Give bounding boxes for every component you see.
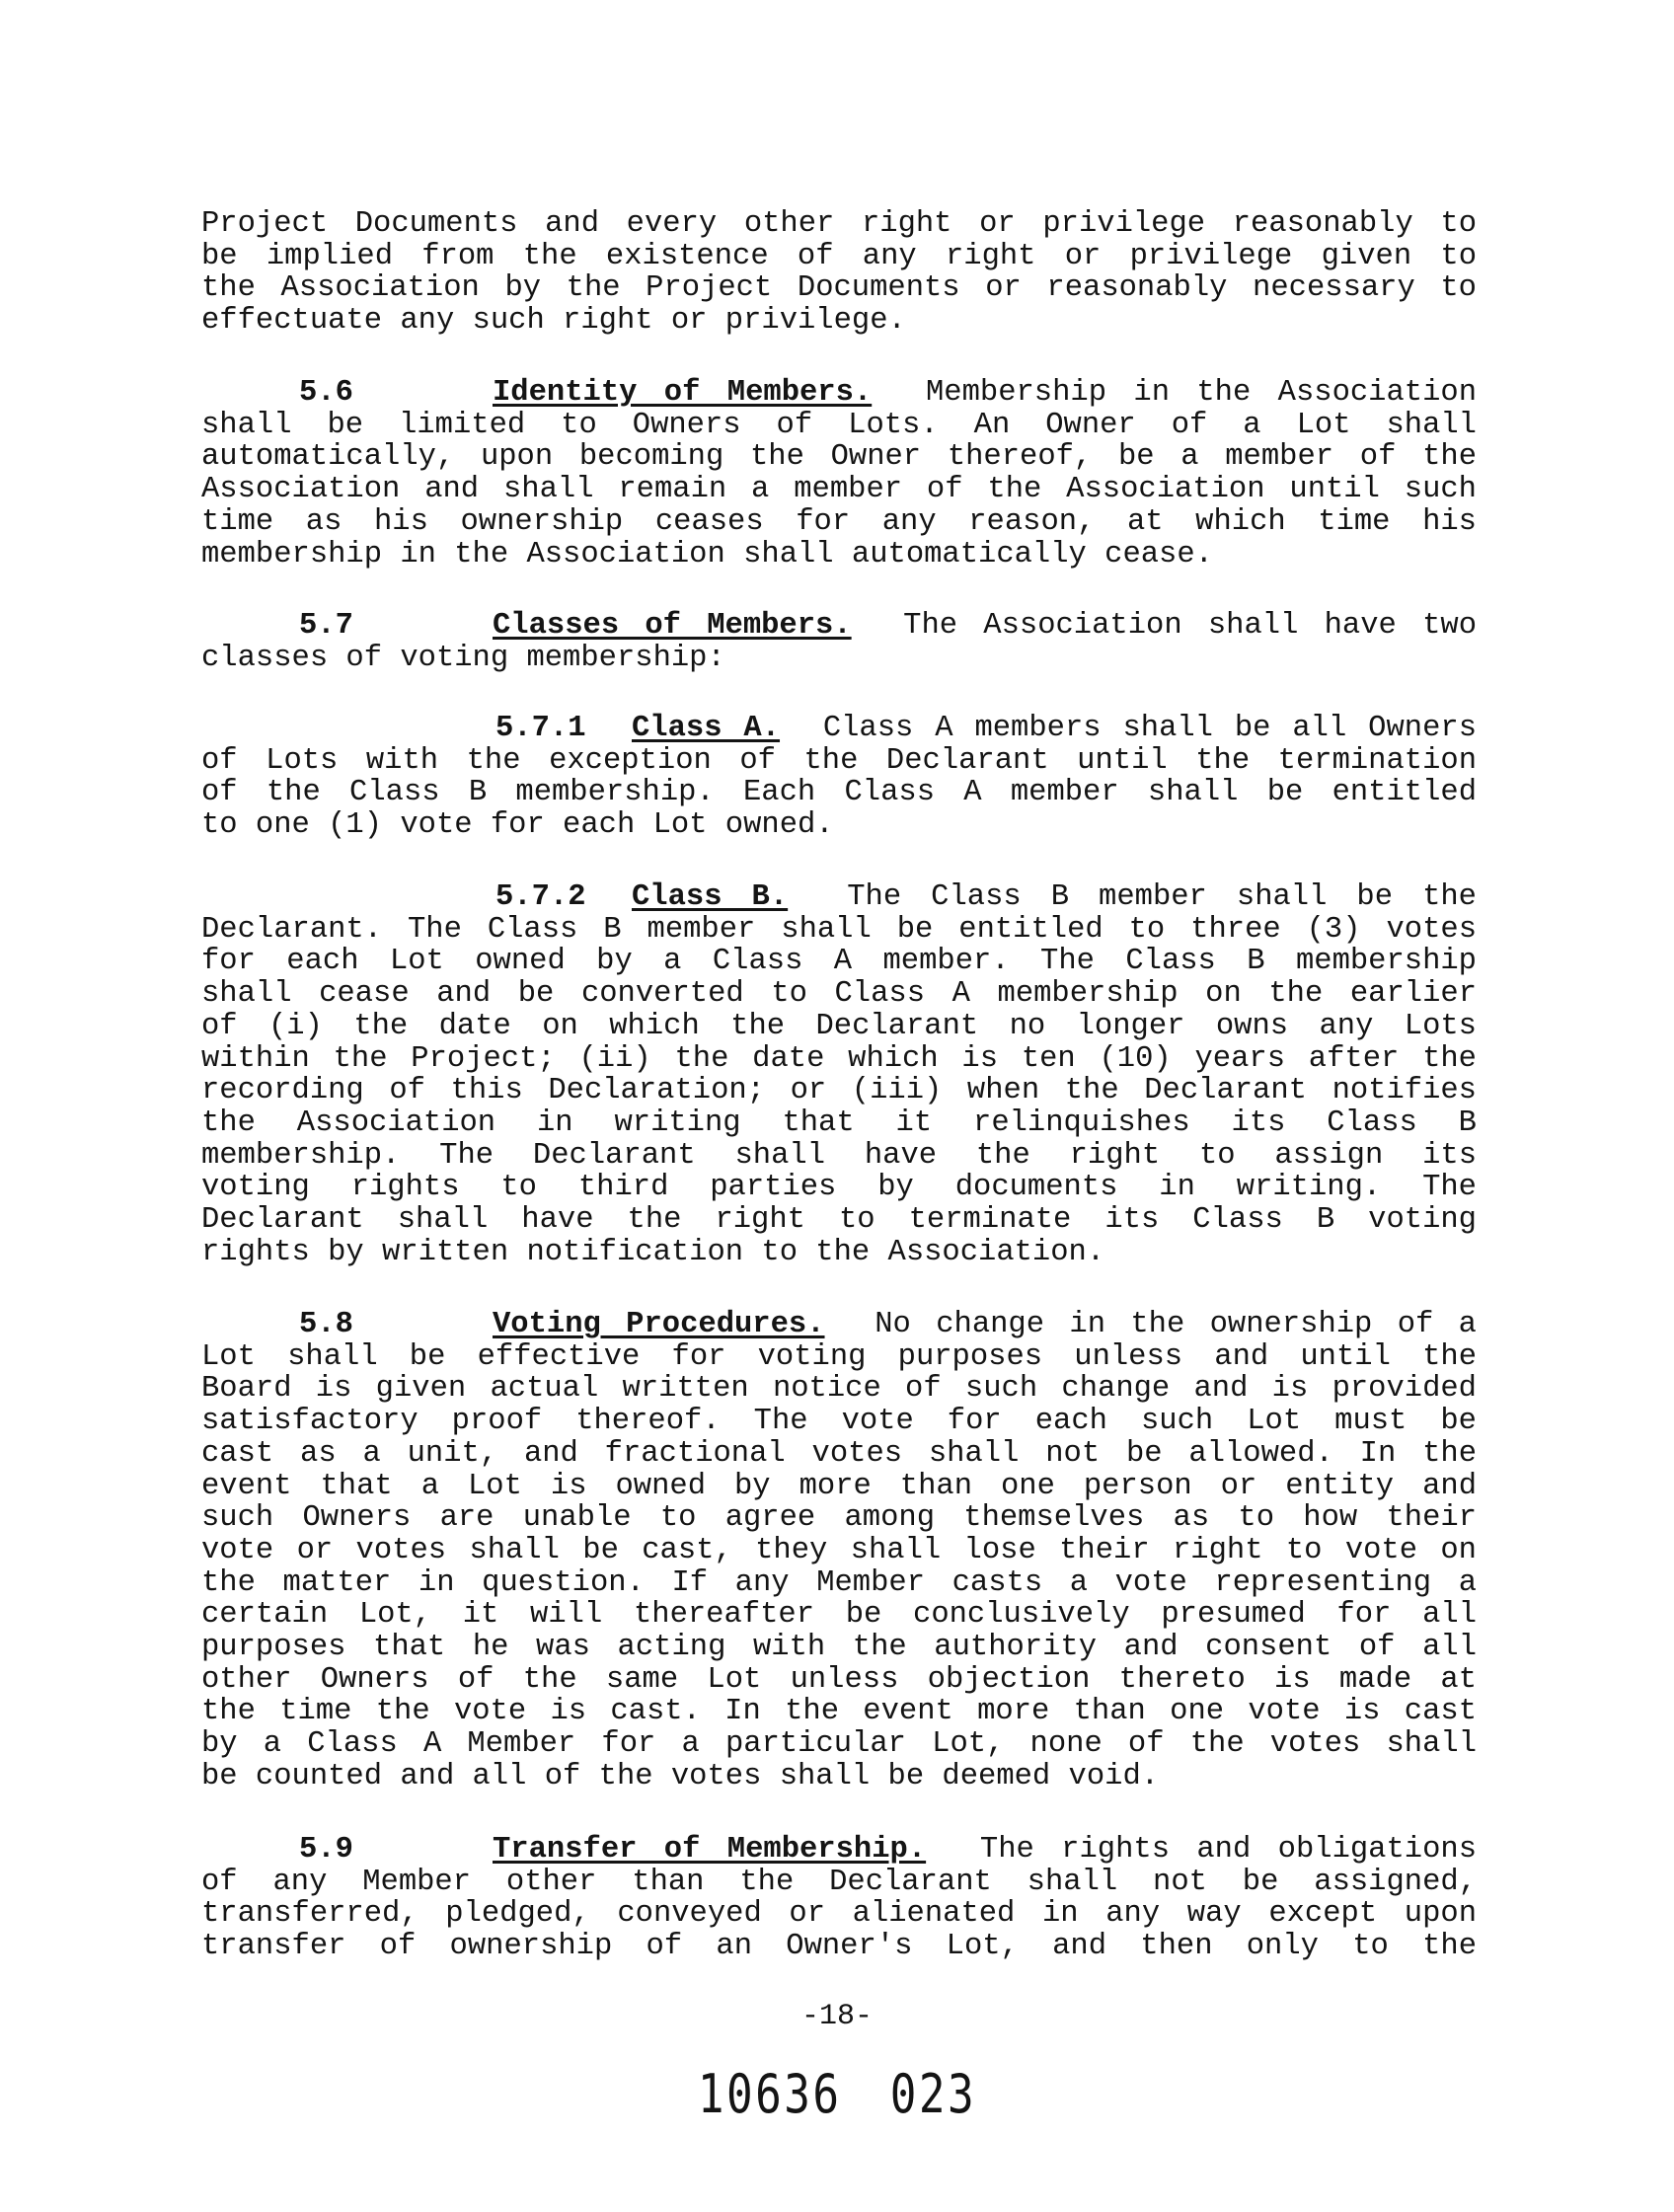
stamp-page-number: 023	[889, 2063, 977, 2125]
section-heading-line	[201, 713, 1477, 745]
section-5-9	[201, 1834, 1477, 1963]
text-line: be counted and all of the votes shall be deemed void.	[201, 1759, 1160, 1793]
text-line: purposes that he was acting with the authority and consent of all	[201, 1631, 1477, 1665]
text-line: Project Documents and every other right or privilege reasonably to	[201, 207, 1477, 241]
section-heading-line	[201, 881, 1477, 914]
section-title: Transfer of Membership.	[493, 1833, 927, 1867]
text-line: recording of this Declaration; or (iii) when the Declarant notifies	[201, 1074, 1477, 1108]
section-5-7	[201, 610, 1477, 674]
text-line: membership in the Association shall automatically cease.	[201, 537, 1213, 572]
text-line: by a Class A Member for a particular Lot, none of the votes shall	[201, 1727, 1477, 1762]
text-line: the Association by the Project Documents or reasonably necessary to	[201, 271, 1477, 306]
section-5-7-2	[201, 881, 1477, 1268]
section-first-line: The Association shall have two	[903, 609, 1477, 643]
section-5-8	[201, 1309, 1477, 1793]
section-number: 5.7	[299, 609, 353, 643]
text-line: certain Lot, it will thereafter be conclusively presumed for all	[201, 1598, 1477, 1633]
text-line: other Owners of the same Lot unless objection thereto is made at	[201, 1662, 1477, 1697]
text-line: of the Class B membership. Each Class A member shall be entitled	[201, 776, 1477, 810]
section-title: Class A.	[632, 712, 781, 745]
section-title: Identity of Members.	[493, 376, 873, 410]
section-first-line: Membership in the Association	[925, 376, 1477, 410]
text-line: of any Member other than the Declarant shall not be assigned,	[201, 1865, 1477, 1899]
section-title: Voting Procedures.	[493, 1308, 825, 1341]
text-line: be implied from the existence of any right or privilege given to	[201, 239, 1477, 273]
text-line: voting rights to third parties by documents in writing. The	[201, 1171, 1477, 1205]
section-first-line: The rights and obligations	[979, 1833, 1477, 1867]
text-line: automatically, upon becoming the Owner thereof, be a member of the	[201, 440, 1477, 475]
stamp-book-number: 10636	[697, 2063, 842, 2125]
section-number: 5.7.1	[495, 712, 586, 745]
section-heading-line	[201, 1309, 1477, 1341]
text-line: event that a Lot is owned by more than one person or entity and	[201, 1469, 1477, 1503]
section-number: 5.9	[299, 1833, 353, 1867]
text-line: time as his ownership ceases for any reason, at which time his	[201, 504, 1477, 539]
recording-stamp	[151, 2063, 1524, 2125]
section-number: 5.7.2	[495, 880, 586, 914]
section-title: Classes of Members.	[493, 609, 852, 643]
text-line: transfer of ownership of an Owner's Lot, and then only to the	[201, 1930, 1477, 1964]
section-number: 5.8	[299, 1308, 353, 1341]
text-line: Declarant. The Class B member shall be entitled to three (3) votes	[201, 912, 1477, 947]
text-line: classes of voting membership:	[201, 641, 725, 675]
section-heading-line	[201, 610, 1477, 643]
section-first-line: The Class B member shall be the	[847, 880, 1477, 914]
text-line: to one (1) vote for each Lot owned.	[201, 808, 834, 843]
text-line: rights by written notification to the Association.	[201, 1235, 1105, 1269]
intro-paragraph	[201, 208, 1477, 338]
section-heading-line	[201, 1834, 1477, 1867]
text-line: vote or votes shall be cast, they shall lose their right to vote on	[201, 1533, 1477, 1567]
section-5-6	[201, 377, 1477, 571]
section-first-line: Class A members shall be all Owners	[822, 712, 1477, 745]
page-number: -18-	[800, 2000, 873, 2033]
section-first-line: No change in the ownership of a	[875, 1308, 1477, 1341]
text-line: satisfactory proof thereof. The vote for each such Lot must be	[201, 1405, 1477, 1439]
text-line: the matter in question. If any Member casts a vote representing a	[201, 1565, 1477, 1600]
section-title: Class B.	[632, 880, 789, 914]
text-line: shall be limited to Owners of Lots. An Owner of a Lot shall	[201, 408, 1477, 442]
text-line: Lot shall be effective for voting purposes unless and until the	[201, 1339, 1477, 1374]
text-line: such Owners are unable to agree among themselves as to how their	[201, 1501, 1477, 1536]
section-number: 5.6	[299, 376, 353, 410]
text-line: effectuate any such right or privilege.	[201, 304, 906, 339]
text-line: the Association in writing that it relinquishes its Class B	[201, 1106, 1477, 1140]
section-5-7-1	[201, 713, 1477, 842]
text-line: transferred, pledged, conveyed or alienated in any way except upon	[201, 1897, 1477, 1932]
text-line: of (i) the date on which the Declarant no longer owns any Lots	[201, 1009, 1477, 1043]
text-line: shall cease and be converted to Class A membership on the earlier	[201, 977, 1477, 1012]
text-line: membership. The Declarant shall have the right to assign its	[201, 1138, 1477, 1173]
text-line: Declarant shall have the right to terminate its Class B voting	[201, 1203, 1477, 1238]
text-line: cast as a unit, and fractional votes shall not be allowed. In the	[201, 1436, 1477, 1471]
text-line: for each Lot owned by a Class A member. The Class B membership	[201, 945, 1477, 979]
section-heading-line	[201, 377, 1477, 410]
text-line: of Lots with the exception of the Declarant until the termination	[201, 743, 1477, 778]
text-line: Board is given actual written notice of such change and is provided	[201, 1372, 1477, 1407]
text-line: the time the vote is cast. In the event more than one vote is cast	[201, 1695, 1477, 1729]
text-line: within the Project; (ii) the date which is ten (10) years after the	[201, 1041, 1477, 1076]
text-line: Association and shall remain a member of the Association until such	[201, 473, 1477, 507]
